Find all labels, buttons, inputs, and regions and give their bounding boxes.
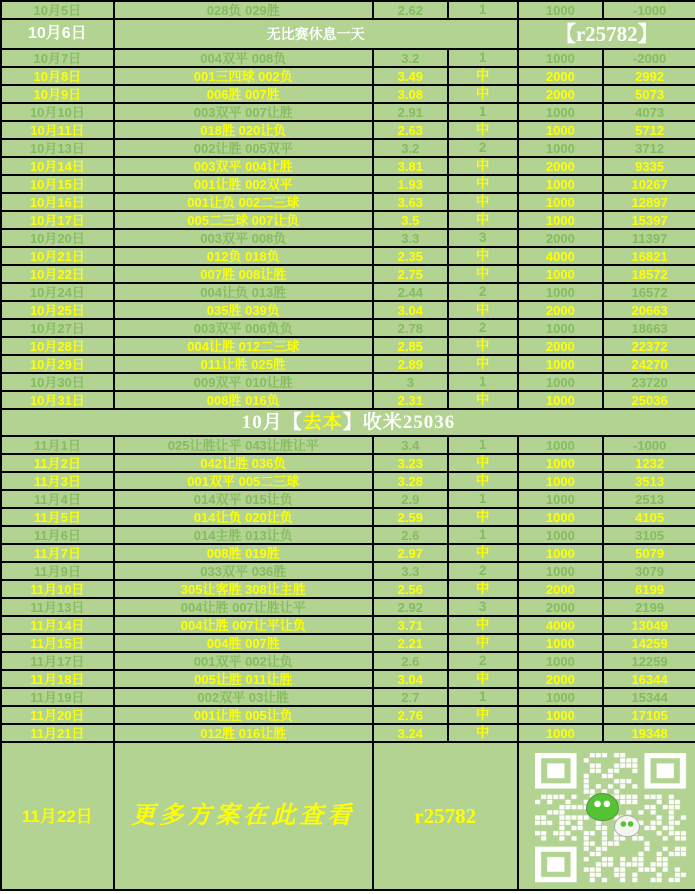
date-cell: 11月13日 bbox=[2, 599, 115, 615]
table-row bbox=[2, 563, 695, 581]
result-cell: 中 bbox=[449, 248, 519, 264]
date-cell: 10月27日 bbox=[2, 320, 115, 336]
table-row bbox=[2, 725, 695, 743]
total-cell: 1232 bbox=[635, 455, 665, 471]
date-cell: 11月5日 bbox=[2, 509, 115, 525]
table-row bbox=[2, 50, 695, 68]
table-row bbox=[2, 527, 695, 545]
picks-cell: 004双平 008负 bbox=[115, 50, 374, 66]
stake-cell: 2000 bbox=[519, 68, 605, 84]
date-cell: 11月18日 bbox=[2, 671, 115, 687]
result-cell: 中 bbox=[449, 545, 519, 561]
odds-cell: 3.4 bbox=[374, 437, 449, 453]
picks-cell: 003双平 007让胜 bbox=[115, 104, 374, 120]
picks-cell: 006胜 007胜 bbox=[115, 86, 374, 102]
date-cell: 11月6日 bbox=[2, 527, 115, 543]
odds-cell: 3.23 bbox=[374, 455, 449, 471]
picks-cell: 003双平 008负 bbox=[115, 230, 374, 246]
stake-cell: 1000 bbox=[519, 50, 605, 66]
table-row bbox=[2, 473, 695, 491]
table-row bbox=[2, 212, 695, 230]
odds-cell: 3.2 bbox=[374, 140, 449, 156]
stake-cell: 1000 bbox=[519, 527, 605, 543]
date-cell: 10月11日 bbox=[2, 122, 115, 138]
total-cell: 19348 bbox=[631, 725, 668, 741]
result-cell: 1 bbox=[449, 104, 519, 120]
stake-cell: 4000 bbox=[519, 617, 605, 633]
odds-cell: 2.21 bbox=[374, 635, 449, 651]
picks-cell: 004让胜 007让平让负 bbox=[115, 617, 374, 633]
table-row bbox=[2, 158, 695, 176]
result-cell: 中 bbox=[449, 509, 519, 525]
stake-cell: 1000 bbox=[519, 545, 605, 561]
date-cell: 11月20日 bbox=[2, 707, 115, 723]
table-row bbox=[2, 248, 695, 266]
total-cell: 22372 bbox=[631, 338, 668, 354]
result-cell: 中 bbox=[449, 356, 519, 372]
date-cell: 10月17日 bbox=[2, 212, 115, 228]
table-row bbox=[2, 2, 695, 20]
total-cell: 20663 bbox=[631, 302, 668, 318]
stake-cell: 1000 bbox=[519, 374, 605, 390]
table-row bbox=[2, 599, 695, 617]
table-row bbox=[2, 410, 695, 437]
odds-cell: 2.85 bbox=[374, 338, 449, 354]
odds-cell: 2.6 bbox=[374, 527, 449, 543]
date-cell: 10月8日 bbox=[2, 68, 115, 84]
summary-prefix: 10月【 bbox=[241, 412, 303, 433]
picks-cell: 001让胜 002双平 bbox=[115, 176, 374, 192]
date-cell: 10月16日 bbox=[2, 194, 115, 210]
total-cell: 12259 bbox=[631, 653, 668, 669]
stake-cell: 1000 bbox=[519, 653, 605, 669]
picks-cell: 025让胜让平 043让胜让平 bbox=[115, 437, 374, 453]
stake-cell: 1000 bbox=[519, 2, 605, 18]
odds-cell: 2.75 bbox=[374, 266, 449, 282]
total-cell: 4105 bbox=[635, 509, 665, 525]
date-cell: 10月5日 bbox=[2, 2, 115, 18]
stake-cell: 1000 bbox=[519, 707, 605, 723]
odds-cell: 1.93 bbox=[374, 176, 449, 192]
result-cell: 中 bbox=[449, 338, 519, 354]
picks-cell: 014双平 015让负 bbox=[115, 491, 374, 507]
result-cell: 中 bbox=[449, 212, 519, 228]
total-cell: 24270 bbox=[631, 356, 668, 372]
table-row bbox=[2, 266, 695, 284]
result-cell: 中 bbox=[449, 122, 519, 138]
result-cell: 中 bbox=[449, 392, 519, 408]
table-row bbox=[2, 20, 695, 50]
total-cell: 3712 bbox=[635, 140, 665, 156]
table-row bbox=[2, 194, 695, 212]
picks-cell: 305让客胜 308让主胜 bbox=[115, 581, 374, 597]
table-row bbox=[2, 491, 695, 509]
odds-cell: 2.56 bbox=[374, 581, 449, 597]
date-cell: 11月7日 bbox=[2, 545, 115, 561]
total-cell: 18663 bbox=[631, 320, 668, 336]
picks-cell: 007胜 008让胜 bbox=[115, 266, 374, 282]
odds-cell: 3.63 bbox=[374, 194, 449, 210]
total-cell: -2000 bbox=[632, 50, 667, 66]
odds-cell: 3.3 bbox=[374, 563, 449, 579]
picks-cell: 008胜 016负 bbox=[115, 392, 374, 408]
total-cell: -1000 bbox=[632, 2, 667, 18]
stake-cell: 2000 bbox=[519, 671, 605, 687]
stake-cell: 1000 bbox=[519, 140, 605, 156]
odds-cell: 2.63 bbox=[374, 122, 449, 138]
date-cell: 11月15日 bbox=[2, 635, 115, 651]
date-cell: 11月3日 bbox=[2, 473, 115, 489]
table-row bbox=[2, 455, 695, 473]
odds-cell: 2.78 bbox=[374, 320, 449, 336]
picks-cell: 004让胜 012二三球 bbox=[115, 338, 374, 354]
table-row bbox=[2, 140, 695, 158]
wechat-icon bbox=[586, 793, 640, 837]
stake-cell: 1000 bbox=[519, 356, 605, 372]
date-cell: 10月24日 bbox=[2, 284, 115, 300]
picks-cell: 001让负 002二三球 bbox=[115, 194, 374, 210]
result-cell: 3 bbox=[449, 230, 519, 246]
odds-cell: 2.6 bbox=[374, 653, 449, 669]
total-cell: 15344 bbox=[631, 689, 668, 705]
total-cell: 9335 bbox=[635, 158, 665, 174]
total-cell: 2513 bbox=[635, 491, 665, 507]
odds-cell: 3.71 bbox=[374, 617, 449, 633]
stake-cell: 1000 bbox=[519, 725, 605, 741]
stake-cell: 2000 bbox=[519, 158, 605, 174]
picks-cell: 018胜 020让负 bbox=[115, 122, 374, 138]
stake-cell: 1000 bbox=[519, 509, 605, 525]
date-cell: 11月2日 bbox=[2, 455, 115, 471]
total-cell: 16821 bbox=[631, 248, 668, 264]
odds-cell: 2.76 bbox=[374, 707, 449, 723]
table-row bbox=[2, 338, 695, 356]
picks-cell: 004让胜 007让胜让平 bbox=[115, 599, 374, 615]
total-cell: 2199 bbox=[635, 599, 665, 615]
picks-cell: 035胜 039负 bbox=[115, 302, 374, 318]
total-cell: 10267 bbox=[631, 176, 668, 192]
stake-cell: 1000 bbox=[519, 320, 605, 336]
total-cell: 5712 bbox=[635, 122, 665, 138]
stake-cell: 2000 bbox=[519, 599, 605, 615]
odds-cell: 2.44 bbox=[374, 284, 449, 300]
odds-cell: 2.31 bbox=[374, 392, 449, 408]
table-row bbox=[2, 374, 695, 392]
odds-cell: 3 bbox=[374, 374, 449, 390]
picks-cell: 042让胜 036负 bbox=[115, 455, 374, 471]
stake-cell: 1000 bbox=[519, 122, 605, 138]
wechat-bubble-large bbox=[586, 793, 619, 821]
total-cell: 15397 bbox=[631, 212, 668, 228]
rest-day-note: 无比赛休息一天 bbox=[115, 20, 519, 48]
result-cell: 中 bbox=[449, 158, 519, 174]
date-cell: 11月17日 bbox=[2, 653, 115, 669]
result-cell: 1 bbox=[449, 689, 519, 705]
table-row bbox=[2, 284, 695, 302]
total-cell: 14259 bbox=[631, 635, 668, 651]
stake-cell: 1000 bbox=[519, 455, 605, 471]
date-cell: 11月19日 bbox=[2, 689, 115, 705]
table-row bbox=[2, 437, 695, 455]
table-row bbox=[2, 509, 695, 527]
result-cell: 中 bbox=[449, 266, 519, 282]
result-cell: 中 bbox=[449, 302, 519, 318]
odds-cell: 3.2 bbox=[374, 50, 449, 66]
date-cell: 11月4日 bbox=[2, 491, 115, 507]
table-row bbox=[2, 320, 695, 338]
picks-cell: 005让胜 011让胜 bbox=[115, 671, 374, 687]
stake-cell: 1000 bbox=[519, 491, 605, 507]
picks-cell: 008胜 019胜 bbox=[115, 545, 374, 561]
table-row bbox=[2, 671, 695, 689]
date-cell: 11月9日 bbox=[2, 563, 115, 579]
result-cell: 中 bbox=[449, 473, 519, 489]
stake-cell: 1000 bbox=[519, 689, 605, 705]
table-row bbox=[2, 581, 695, 599]
result-cell: 2 bbox=[449, 320, 519, 336]
stake-cell: 1000 bbox=[519, 104, 605, 120]
date-cell: 11月14日 bbox=[2, 617, 115, 633]
stake-cell: 1000 bbox=[519, 635, 605, 651]
picks-cell: 002双平 03让胜 bbox=[115, 689, 374, 705]
odds-cell: 3.04 bbox=[374, 671, 449, 687]
date-cell: 11月22日 bbox=[2, 743, 115, 889]
result-cell: 中 bbox=[449, 725, 519, 741]
result-cell: 1 bbox=[449, 2, 519, 18]
date-cell: 10月22日 bbox=[2, 266, 115, 282]
wechat-qr-code bbox=[535, 753, 687, 883]
table-row bbox=[2, 392, 695, 410]
odds-cell: 3.28 bbox=[374, 473, 449, 489]
odds-cell: 2.91 bbox=[374, 104, 449, 120]
table-row bbox=[2, 86, 695, 104]
odds-cell: 2.89 bbox=[374, 356, 449, 372]
picks-cell: 014让负 020让负 bbox=[115, 509, 374, 525]
total-cell: 16344 bbox=[631, 671, 668, 687]
footer-row bbox=[2, 743, 695, 889]
picks-cell: 001双平 002让负 bbox=[115, 653, 374, 669]
stake-cell: 1000 bbox=[519, 563, 605, 579]
bet-table-body bbox=[2, 2, 695, 743]
stake-cell: 2000 bbox=[519, 338, 605, 354]
total-cell: 12897 bbox=[631, 194, 668, 210]
total-cell: 16572 bbox=[631, 284, 668, 300]
picks-cell: 004胜 007胜 bbox=[115, 635, 374, 651]
total-cell: 11397 bbox=[631, 230, 668, 246]
result-cell: 中 bbox=[449, 194, 519, 210]
picks-cell: 002让胜 005双平 bbox=[115, 140, 374, 156]
stake-cell: 2000 bbox=[519, 230, 605, 246]
table-row bbox=[2, 635, 695, 653]
picks-cell: 014主胜 013让负 bbox=[115, 527, 374, 543]
picks-cell: 033双平 036胜 bbox=[115, 563, 374, 579]
odds-cell: 3.5 bbox=[374, 212, 449, 228]
month-summary bbox=[2, 410, 695, 435]
picks-cell: 003双平 006负负 bbox=[115, 320, 374, 336]
total-cell: 13049 bbox=[631, 617, 668, 633]
odds-cell: 3.3 bbox=[374, 230, 449, 246]
stake-cell: 1000 bbox=[519, 473, 605, 489]
summary-suffix: 】收米25036 bbox=[342, 412, 456, 433]
total-cell: 5073 bbox=[635, 86, 665, 102]
result-cell: 中 bbox=[449, 671, 519, 687]
result-cell: 2 bbox=[449, 284, 519, 300]
odds-cell: 2.35 bbox=[374, 248, 449, 264]
result-cell: 1 bbox=[449, 437, 519, 453]
table-row bbox=[2, 302, 695, 320]
table-row bbox=[2, 104, 695, 122]
table-row bbox=[2, 176, 695, 194]
total-cell: -1000 bbox=[632, 437, 667, 453]
stake-cell: 2000 bbox=[519, 302, 605, 318]
result-cell: 2 bbox=[449, 563, 519, 579]
total-cell: 3513 bbox=[635, 473, 665, 489]
date-cell: 10月13日 bbox=[2, 140, 115, 156]
picks-cell: 009双平 010让胜 bbox=[115, 374, 374, 390]
result-cell: 2 bbox=[449, 140, 519, 156]
odds-cell: 3.49 bbox=[374, 68, 449, 84]
odds-cell: 2.62 bbox=[374, 2, 449, 18]
stake-cell: 1000 bbox=[519, 176, 605, 192]
odds-cell: 3.81 bbox=[374, 158, 449, 174]
picks-cell: 012胜 016让胜 bbox=[115, 725, 374, 741]
stake-cell: 1000 bbox=[519, 392, 605, 408]
stake-cell: 1000 bbox=[519, 194, 605, 210]
date-cell: 10月31日 bbox=[2, 392, 115, 408]
more-plans-text: 更多方案在此查看 bbox=[115, 743, 374, 889]
table-row bbox=[2, 689, 695, 707]
date-cell: 10月21日 bbox=[2, 248, 115, 264]
picks-cell: 012负 018负 bbox=[115, 248, 374, 264]
result-cell: 1 bbox=[449, 374, 519, 390]
result-cell: 中 bbox=[449, 68, 519, 84]
summary-highlight: 去本 bbox=[302, 412, 343, 433]
table-row bbox=[2, 545, 695, 563]
stake-cell: 2000 bbox=[519, 86, 605, 102]
odds-cell: 3.04 bbox=[374, 302, 449, 318]
stake-cell: 2000 bbox=[519, 581, 605, 597]
date-cell: 10月28日 bbox=[2, 338, 115, 354]
picks-cell: 028负 029胜 bbox=[115, 2, 374, 18]
date-cell: 10月9日 bbox=[2, 86, 115, 102]
result-cell: 2 bbox=[449, 653, 519, 669]
odds-cell: 2.7 bbox=[374, 689, 449, 705]
date-cell: 10月15日 bbox=[2, 176, 115, 192]
date-cell: 10月6日 bbox=[2, 20, 115, 48]
result-cell: 3 bbox=[449, 599, 519, 615]
wechat-bubble-small bbox=[614, 815, 640, 837]
odds-cell: 2.9 bbox=[374, 491, 449, 507]
date-cell: 10月30日 bbox=[2, 374, 115, 390]
table-row bbox=[2, 707, 695, 725]
total-cell: 5079 bbox=[635, 545, 665, 561]
total-cell: 3105 bbox=[635, 527, 665, 543]
result-cell: 中 bbox=[449, 176, 519, 192]
result-cell: 中 bbox=[449, 635, 519, 651]
date-cell: 11月10日 bbox=[2, 581, 115, 597]
table-row bbox=[2, 68, 695, 86]
odds-cell: 3.08 bbox=[374, 86, 449, 102]
result-cell: 中 bbox=[449, 581, 519, 597]
table-row bbox=[2, 356, 695, 374]
wechat-id-text: r25782 bbox=[374, 743, 519, 889]
date-cell: 11月1日 bbox=[2, 437, 115, 453]
total-cell: 25036 bbox=[631, 392, 668, 408]
odds-cell: 2.97 bbox=[374, 545, 449, 561]
stake-cell: 1000 bbox=[519, 284, 605, 300]
total-cell: 17105 bbox=[631, 707, 668, 723]
result-cell: 1 bbox=[449, 527, 519, 543]
total-cell: 6199 bbox=[635, 581, 665, 597]
picks-cell: 003双平 004让胜 bbox=[115, 158, 374, 174]
result-cell: 1 bbox=[449, 491, 519, 507]
picks-cell: 001双平 005二三球 bbox=[115, 473, 374, 489]
date-cell: 10月25日 bbox=[2, 302, 115, 318]
result-cell: 中 bbox=[449, 86, 519, 102]
stake-cell: 1000 bbox=[519, 437, 605, 453]
total-cell: 2992 bbox=[635, 68, 665, 84]
qr-cell bbox=[519, 743, 695, 889]
stake-cell: 4000 bbox=[519, 248, 605, 264]
date-cell: 10月10日 bbox=[2, 104, 115, 120]
odds-cell: 2.59 bbox=[374, 509, 449, 525]
picks-cell: 005二三球 007让负 bbox=[115, 212, 374, 228]
stake-cell: 1000 bbox=[519, 212, 605, 228]
table-row bbox=[2, 122, 695, 140]
total-cell: 4073 bbox=[635, 104, 665, 120]
result-cell: 中 bbox=[449, 617, 519, 633]
table-row bbox=[2, 230, 695, 248]
picks-cell: 001让胜 005让负 bbox=[115, 707, 374, 723]
table-row bbox=[2, 653, 695, 671]
date-cell: 10月7日 bbox=[2, 50, 115, 66]
picks-cell: 001三四球 002负 bbox=[115, 68, 374, 84]
table-row bbox=[2, 617, 695, 635]
date-cell: 10月14日 bbox=[2, 158, 115, 174]
odds-cell: 2.92 bbox=[374, 599, 449, 615]
total-cell: 3079 bbox=[635, 563, 665, 579]
result-cell: 中 bbox=[449, 707, 519, 723]
stake-cell: 1000 bbox=[519, 266, 605, 282]
total-cell: 23720 bbox=[631, 374, 668, 390]
date-cell: 10月29日 bbox=[2, 356, 115, 372]
wechat-id-badge: 【r25782】 bbox=[554, 21, 659, 46]
date-cell: 11月21日 bbox=[2, 725, 115, 741]
total-cell: 18572 bbox=[631, 266, 668, 282]
picks-cell: 004让负 013胜 bbox=[115, 284, 374, 300]
result-cell: 中 bbox=[449, 455, 519, 471]
result-cell: 1 bbox=[449, 50, 519, 66]
picks-cell: 011让胜 025胜 bbox=[115, 356, 374, 372]
date-cell: 10月20日 bbox=[2, 230, 115, 246]
odds-cell: 3.24 bbox=[374, 725, 449, 741]
